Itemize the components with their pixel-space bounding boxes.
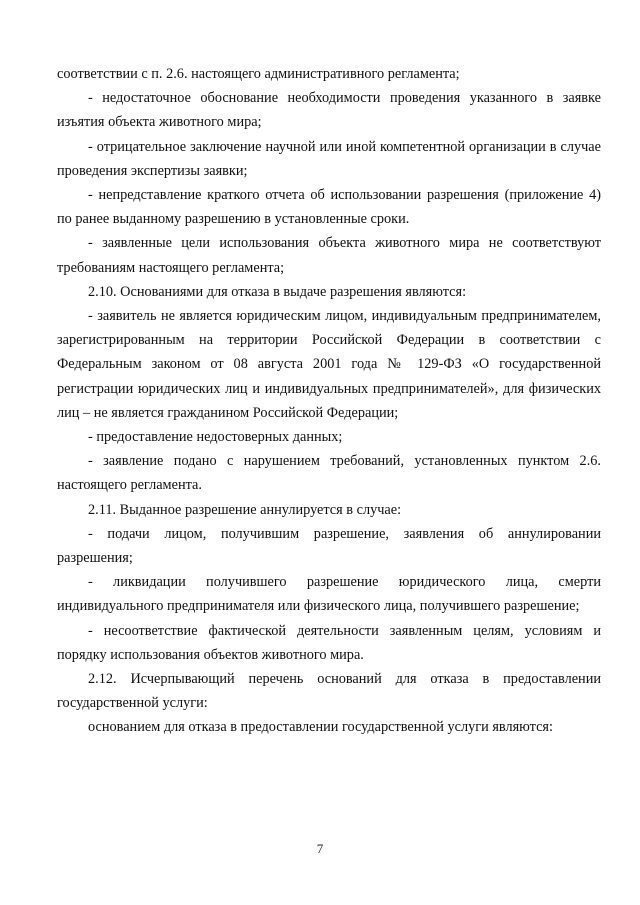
list-item: - непредставление краткого отчета об использовании разрешения (приложение 4) по ранее выданному разрешению в установленные сроки. bbox=[57, 187, 601, 228]
list-item: - несоответствие фактической деятельности заявленным целям, условиям и порядку использования объектов животного мира. bbox=[57, 622, 601, 663]
paragraph: основанием для отказа в предоставлении государственной услуги являются: bbox=[88, 719, 553, 736]
list-item: - заявленные цели использования объекта животного мира не соответствуют требованиям настоящего регламента; bbox=[57, 235, 601, 276]
list-item: - заявление подано с нарушением требований, установленных пунктом 2.6. настоящего регламента. bbox=[57, 453, 601, 494]
page-number: 7 bbox=[316, 841, 324, 856]
list-item: - подачи лицом, получившим разрешение, заявления об аннулировании разрешения; bbox=[57, 525, 601, 567]
list-item: - недостаточное обоснование необходимости проведения указанного в заявке изъятия объекта животного мира; bbox=[57, 90, 601, 131]
section-heading-2-12: 2.12. Исчерпывающий перечень оснований для отказа в предоставлении государственной услуги: bbox=[57, 671, 601, 712]
list-item: - предоставление недостоверных данных; bbox=[88, 429, 343, 446]
section-heading-2-10: 2.10. Основаниями для отказа в выдаче разрешения являются: bbox=[88, 283, 467, 300]
list-item: - заявитель не является юридическим лицом, индивидуальным предпринимателем, зарегистрированным на территории Российской Федерации в соответствии с Федеральным законом от 08 августа 2001 года № 129-ФЗ «О государственной регистрации юридических лиц и индивидуальных предпринимателей», для физических лиц – не является гражданином Российской Федерации; bbox=[57, 308, 601, 421]
section-heading-2-11: 2.11. Выданное разрешение аннулируется в случае: bbox=[88, 501, 402, 518]
list-item: - отрицательное заключение научной или иной компетентной организации в случае проведения экспертизы заявки; bbox=[57, 138, 601, 179]
list-item: - ликвидации получившего разрешение юридического лица, смерти индивидуального предпринимателя или физического лица, получившего разрешение; bbox=[57, 574, 601, 615]
paragraph-continuation: соответствии с п. 2.6. настоящего административного регламента; bbox=[57, 66, 460, 82]
document-body bbox=[57, 62, 601, 740]
